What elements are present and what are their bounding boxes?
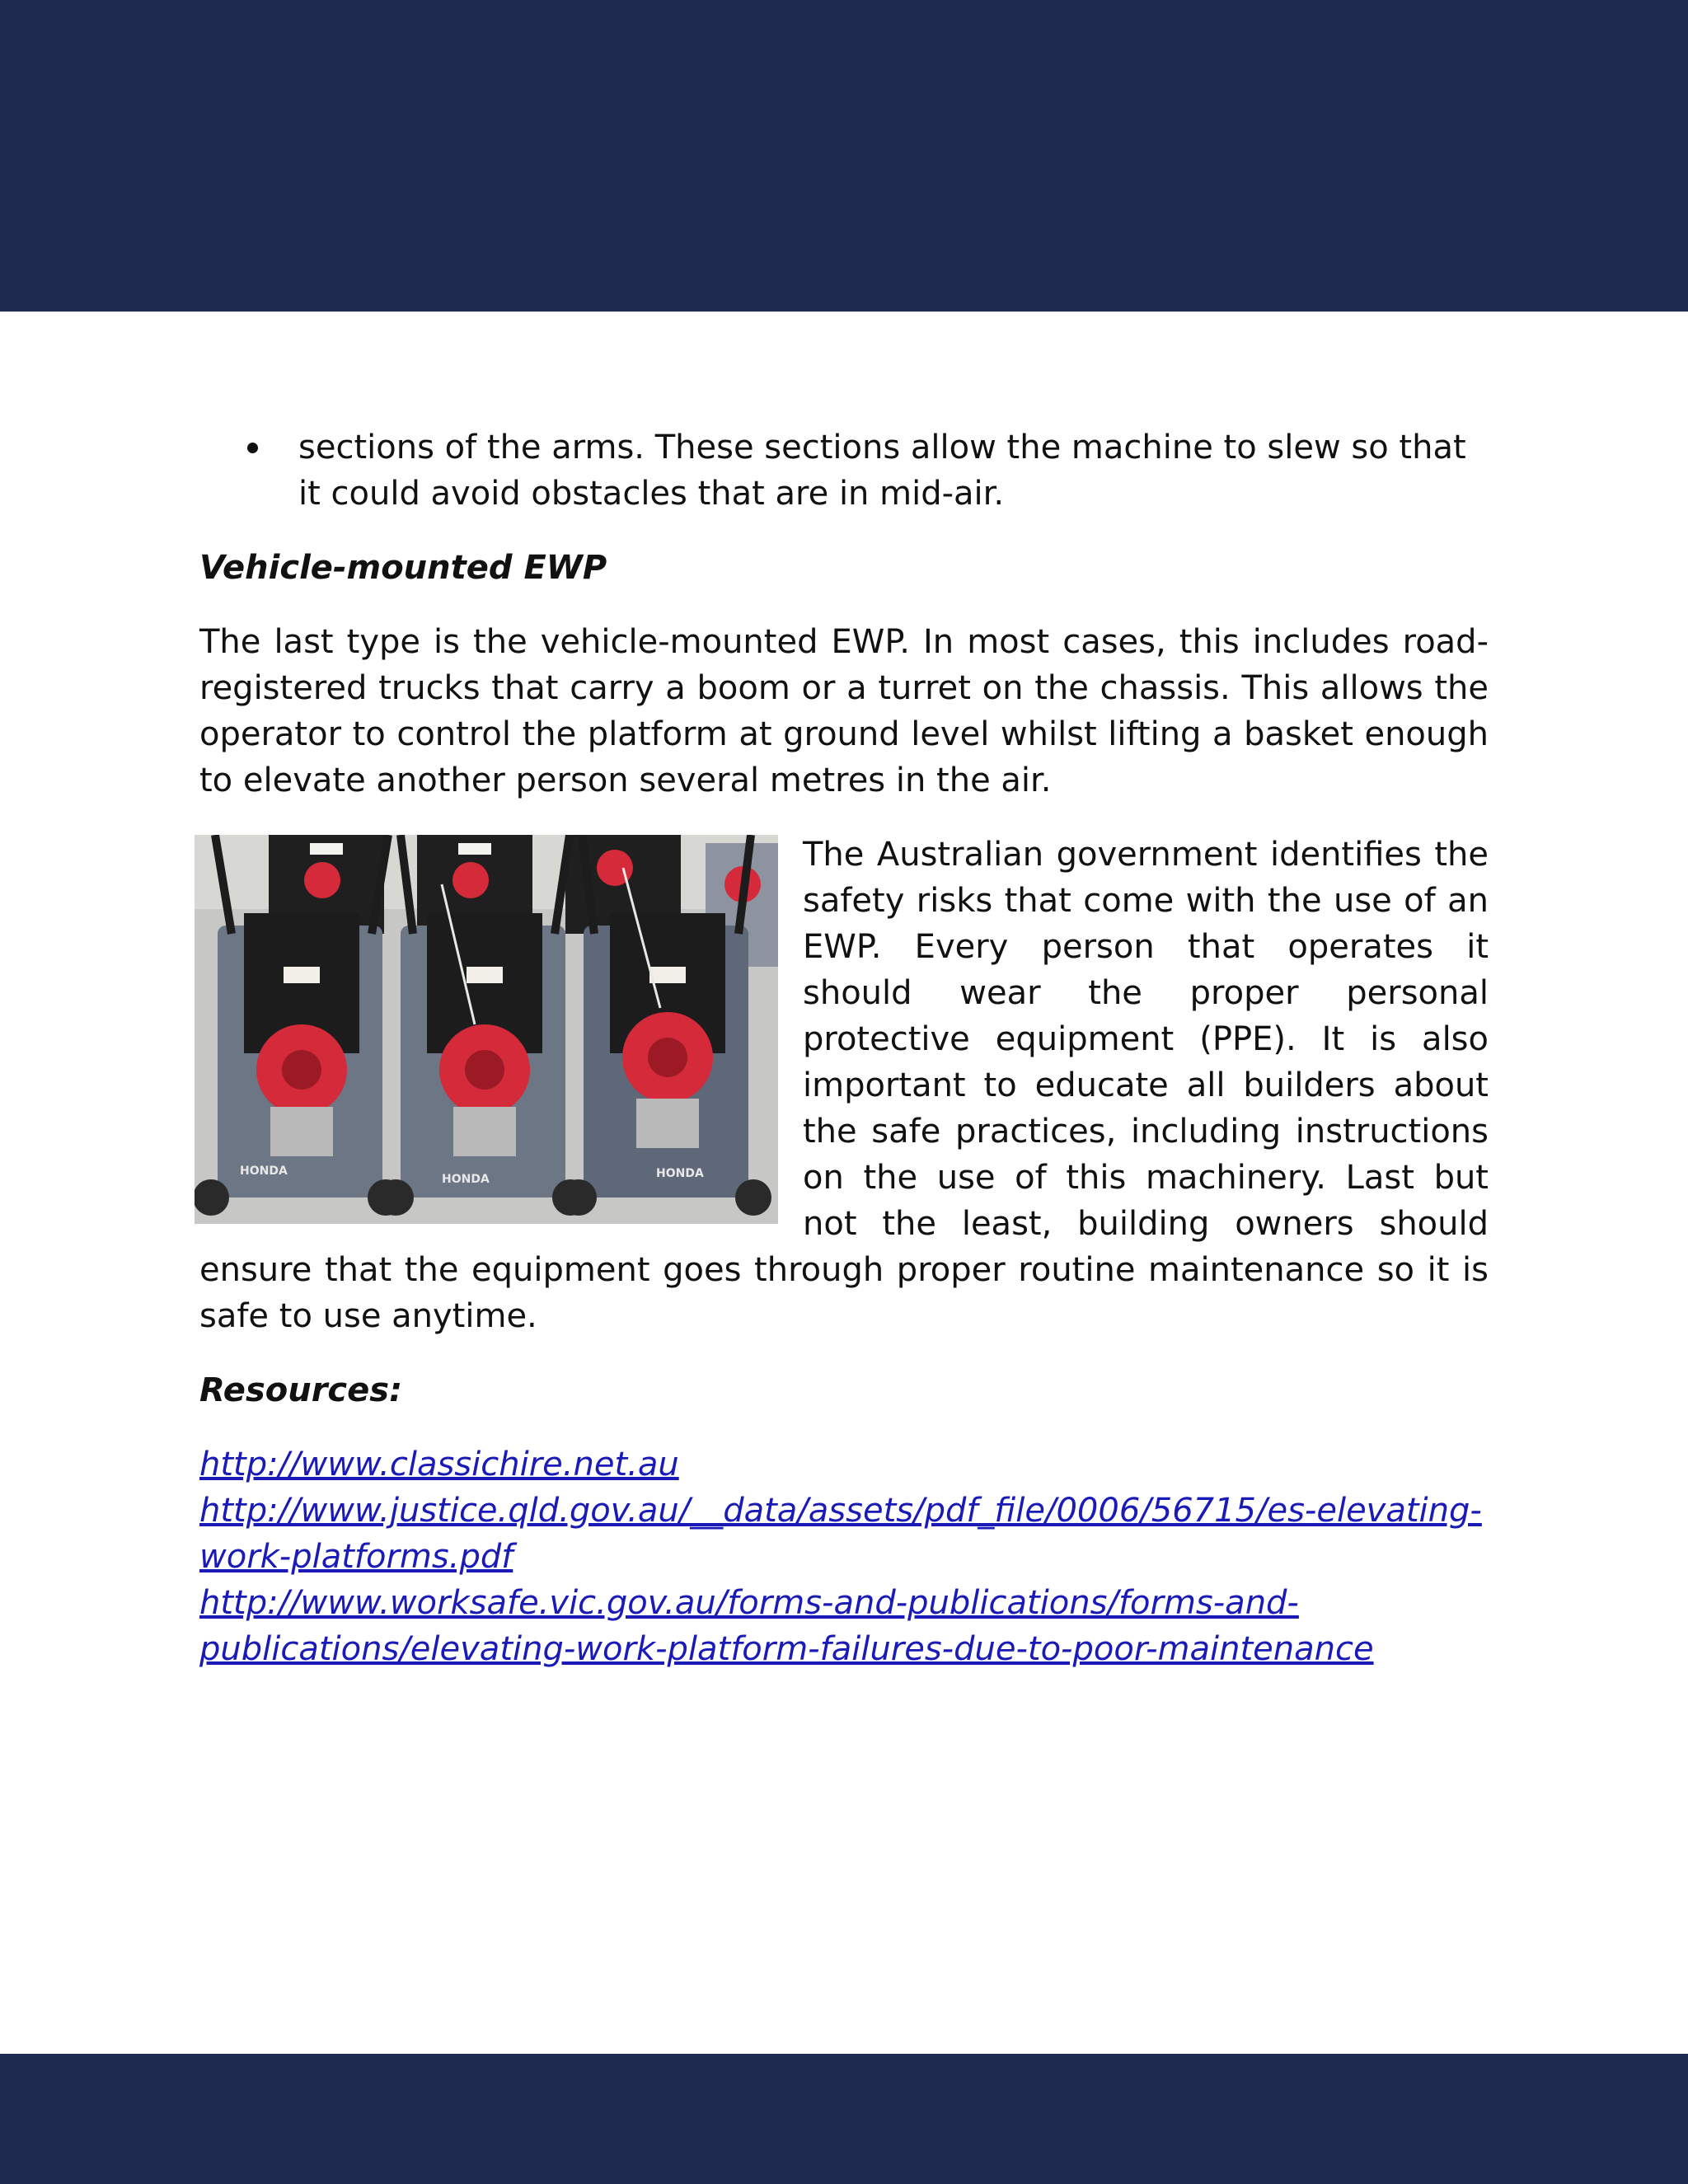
- resource-link-justice-qld[interactable]: http://www.justice.qld.gov.au/__data/assets/pdf_file/0006/56715/es-elevating-work-platforms.pdf: [199, 1492, 1482, 1576]
- paragraph-text: The last type is the vehicle-mounted EWP. In most cases, this includes road-registered trucks that carry a boom or a turret on the chassis. This allows the operator to control the platform at ground level whilst lifting a basket enough to elevate another person several metres in the air.: [199, 623, 1489, 799]
- mower-1: [195, 913, 404, 1216]
- mower-2: [377, 913, 588, 1216]
- resource-link-worksafe-vic[interactable]: http://www.worksafe.vic.gov.au/forms-and-publications/forms-and-publications/elevating-work-platform-failures-due-to-poor-maintenance: [199, 1584, 1374, 1668]
- mower-3-brand: HONDA: [656, 1167, 704, 1180]
- resources-heading: Resources:: [199, 1371, 403, 1409]
- section-heading: Vehicle-mounted EWP: [199, 549, 607, 587]
- paragraph-vehicle-mounted: [199, 619, 1489, 804]
- bullet-text: sections of the arms. These sections allow the machine to slew so that it could avoid obstacles that are in mid-air.: [298, 429, 1466, 513]
- lawn-mowers-photo: [195, 835, 778, 1224]
- footer-band: [0, 2054, 1688, 2184]
- resource-links: [199, 1441, 1489, 1672]
- bullet-list-item: [199, 424, 1489, 517]
- mower-2-brand: HONDA: [442, 1173, 490, 1186]
- header-band: [0, 0, 1688, 312]
- paragraph-text: The Australian government identifies the safety risks that come with the use of an EWP. Every person that operates it should wear the proper personal protective equipment (PPE). It is also important to educate all builders about the safe practices, including instructions on the use of this machinery. Last but not the least, building owners should ensure that the equipment goes through proper routine maintenance so it is safe to use anytime.: [199, 836, 1489, 1335]
- page-content: [199, 424, 1489, 1672]
- mower-3: [560, 913, 771, 1216]
- bullet-icon: [247, 443, 258, 453]
- mower-1-brand: HONDA: [240, 1165, 288, 1178]
- resource-link-classichire[interactable]: http://www.classichire.net.au: [199, 1446, 679, 1483]
